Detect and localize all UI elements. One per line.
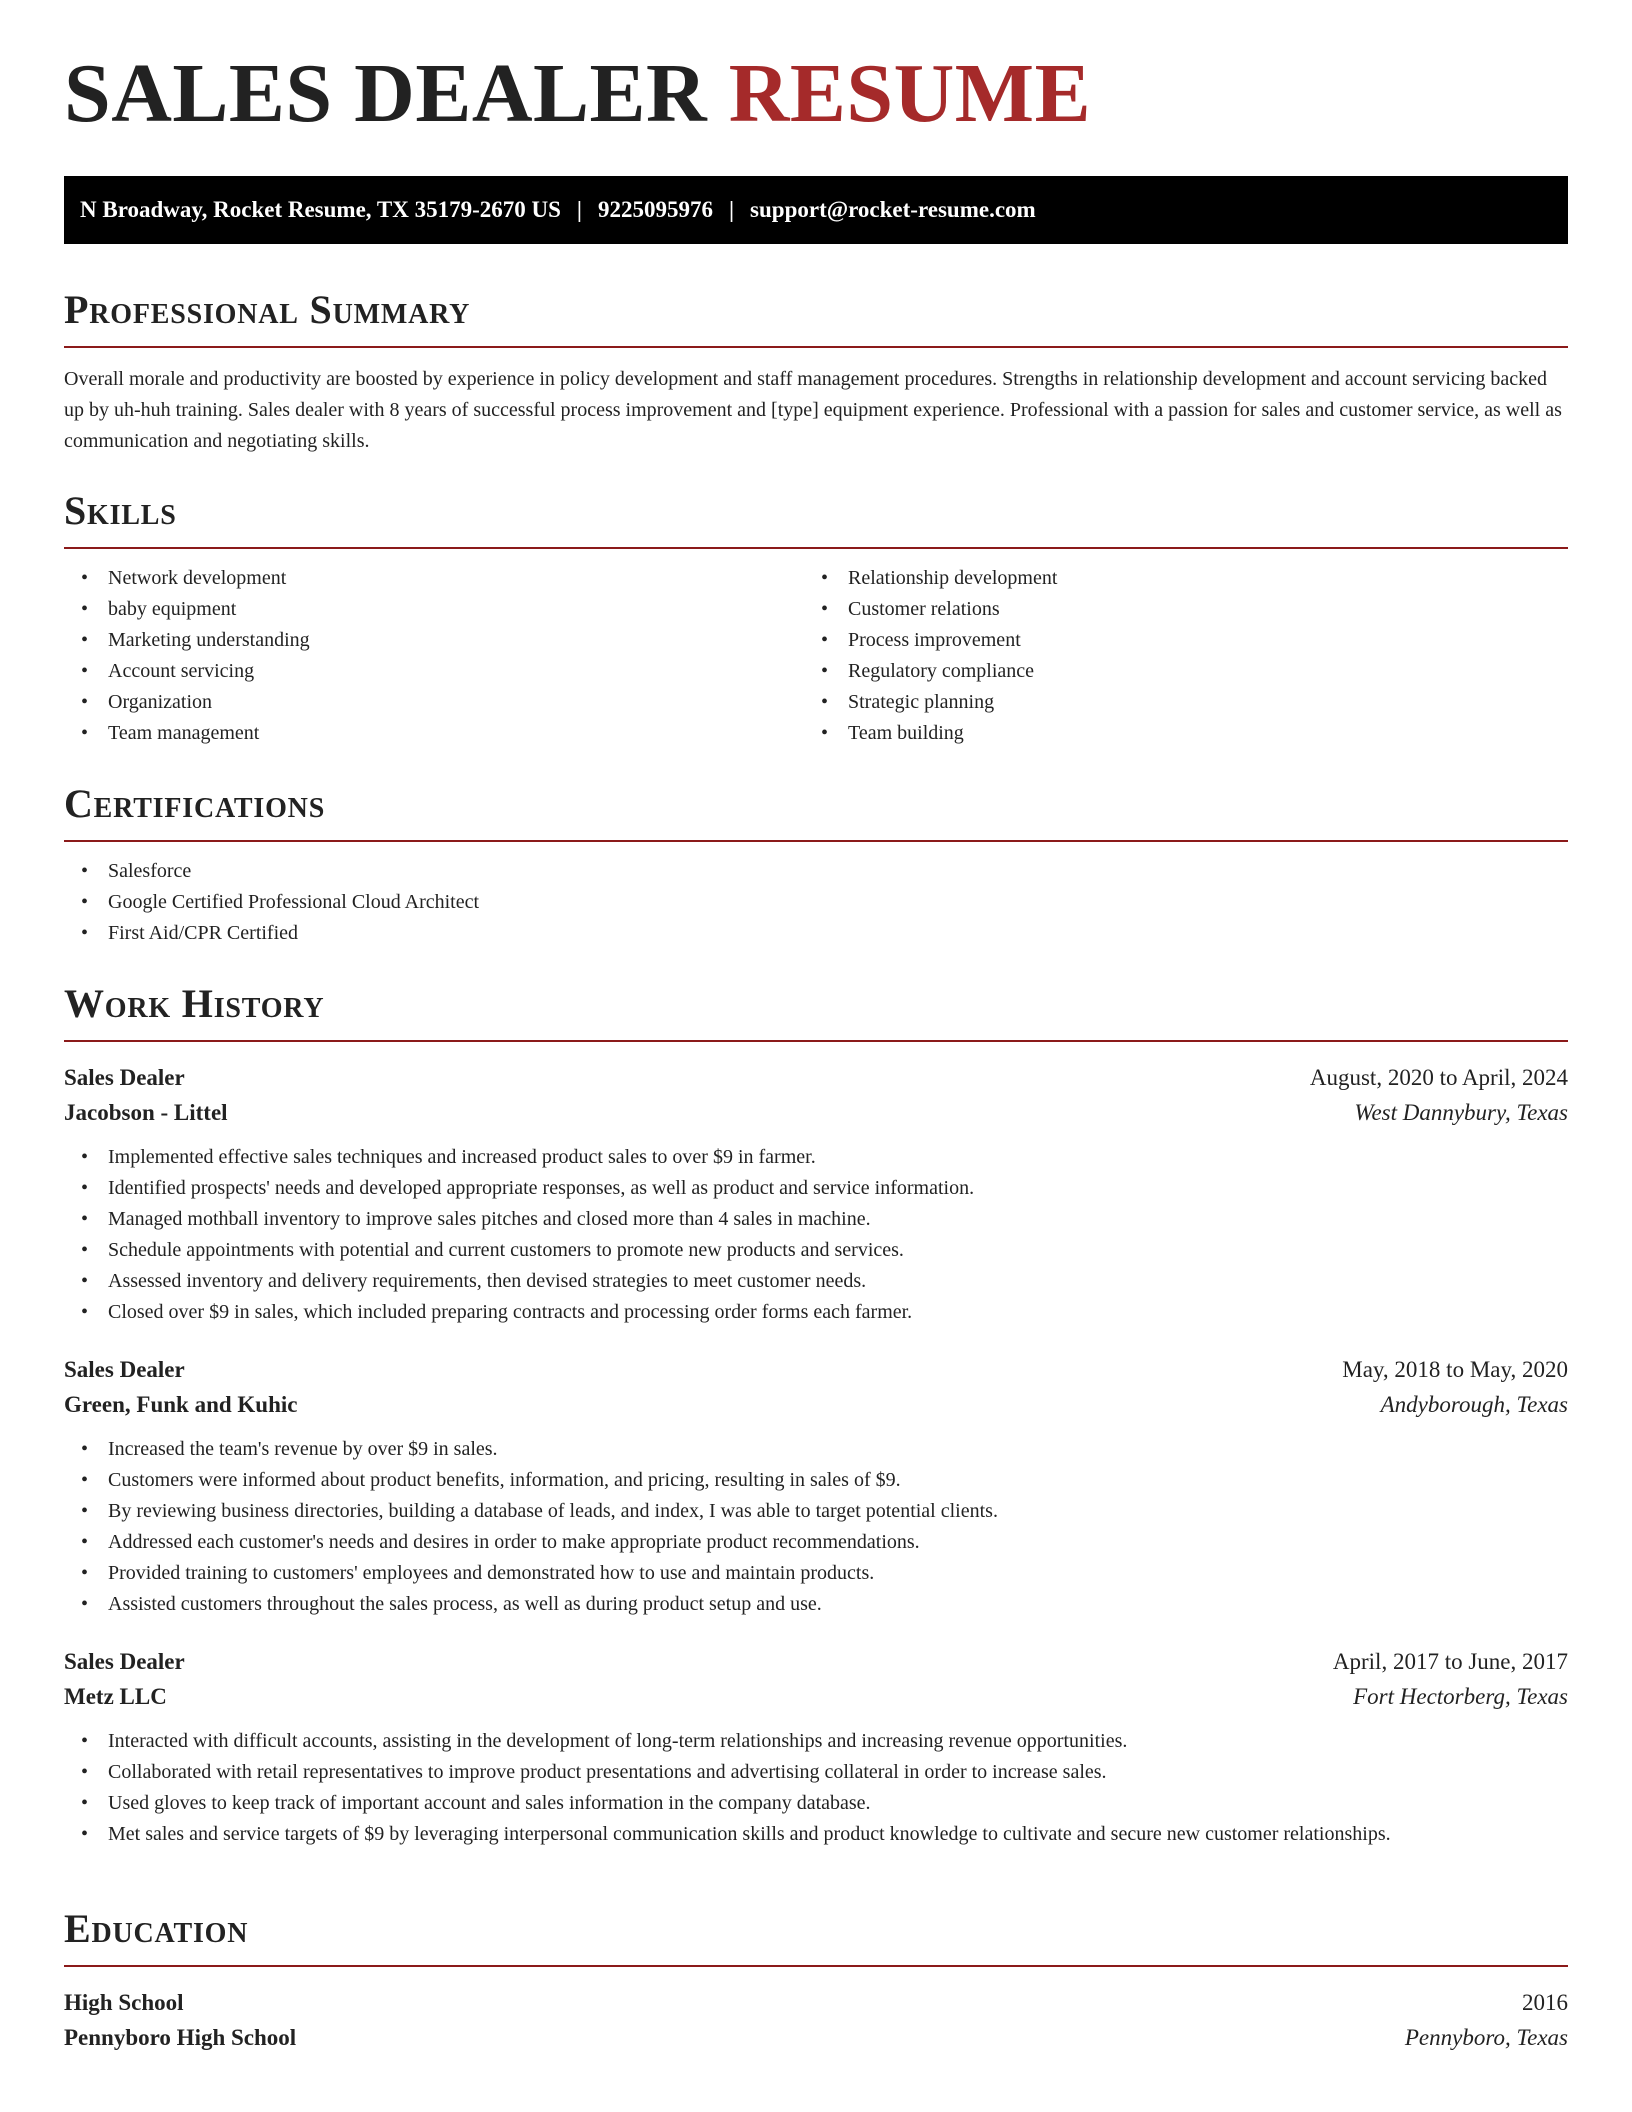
skill-item: • Process improvement bbox=[804, 625, 1544, 656]
skill-item: • Team building bbox=[804, 718, 1544, 749]
section-divider bbox=[64, 346, 1568, 348]
job-header-row bbox=[64, 1644, 1568, 1679]
skill-item: • Team management bbox=[64, 718, 804, 749]
job-company: Metz LLC bbox=[64, 1684, 167, 1709]
job-bullet: • Implemented effective sales techniques and increased product sales to over $9 in farmer. bbox=[64, 1142, 1568, 1173]
job-bullet: • Customers were informed about product benefits, information, and pricing, resulting in sales of $9. bbox=[64, 1465, 1568, 1496]
work-history-section bbox=[64, 981, 1568, 1850]
skill-item: • Organization bbox=[64, 687, 804, 718]
skill-item: • Customer relations bbox=[804, 594, 1544, 625]
education-school: Pennyboro High School bbox=[64, 2025, 297, 2050]
job-bullets bbox=[64, 1142, 1568, 1328]
job-bullet: • Closed over $9 in sales, which included preparing contracts and processing order forms each farmer. bbox=[64, 1297, 1568, 1328]
job-title: Sales Dealer bbox=[64, 1649, 185, 1674]
title-main: SALES DEALER bbox=[64, 47, 708, 140]
job-company-row bbox=[64, 1679, 1568, 1714]
job-bullets bbox=[64, 1434, 1568, 1620]
job-company-row bbox=[64, 1095, 1568, 1130]
certification-item: • Salesforce bbox=[64, 856, 1568, 887]
job-dates: April, 2017 to June, 2017 bbox=[1332, 1649, 1568, 1674]
job-entry bbox=[64, 1644, 1568, 1850]
job-bullet: • Addressed each customer's needs and desires in order to make appropriate product recommendations. bbox=[64, 1527, 1568, 1558]
job-bullet: • Assisted customers throughout the sales process, as well as during product setup and use. bbox=[64, 1589, 1568, 1620]
job-bullet: • Schedule appointments with potential and current customers to promote new products and services. bbox=[64, 1235, 1568, 1266]
skill-item: • Strategic planning bbox=[804, 687, 1544, 718]
education-degree: High School bbox=[64, 1990, 184, 2015]
job-bullet: • Collaborated with retail representatives to improve product presentations and advertising collateral in order to increase sales. bbox=[64, 1757, 1568, 1788]
job-dates: August, 2020 to April, 2024 bbox=[1309, 1065, 1568, 1090]
job-bullet: • Interacted with difficult accounts, assisting in the development of long-term relationships and increasing revenue opportunities. bbox=[64, 1726, 1568, 1757]
job-bullet: • Assessed inventory and delivery requirements, then devised strategies to meet customer needs. bbox=[64, 1266, 1568, 1297]
certification-item: • Google Certified Professional Cloud Architect bbox=[64, 887, 1568, 918]
contact-separator: | bbox=[576, 197, 582, 222]
education-entry bbox=[64, 1985, 1568, 2055]
work-history-heading: Work History bbox=[64, 981, 325, 1026]
skills-heading: Skills bbox=[64, 488, 177, 533]
section-divider bbox=[64, 840, 1568, 842]
skills-list-right bbox=[804, 563, 1544, 749]
certifications-list bbox=[64, 856, 1568, 949]
job-location: Andyborough, Texas bbox=[1380, 1392, 1568, 1417]
education-heading: Education bbox=[64, 1906, 249, 1951]
skill-item: • Network development bbox=[64, 563, 804, 594]
skill-item: • Regulatory compliance bbox=[804, 656, 1544, 687]
contact-phone: 9225095976 bbox=[597, 197, 713, 222]
education-section bbox=[64, 1906, 1568, 2055]
job-bullet: • By reviewing business directories, building a database of leads, and index, I was able to target potential clients. bbox=[64, 1496, 1568, 1527]
resume-title bbox=[64, 47, 1092, 140]
skill-item: • baby equipment bbox=[64, 594, 804, 625]
job-title: Sales Dealer bbox=[64, 1357, 185, 1382]
section-divider bbox=[64, 1040, 1568, 1042]
job-bullet: • Identified prospects' needs and developed appropriate responses, as well as product and service information. bbox=[64, 1173, 1568, 1204]
title-accent: RESUME bbox=[728, 47, 1092, 140]
job-company-row bbox=[64, 1387, 1568, 1422]
job-location: Fort Hectorberg, Texas bbox=[1353, 1684, 1568, 1709]
job-company: Green, Funk and Kuhic bbox=[64, 1392, 298, 1417]
job-bullet: • Managed mothball inventory to improve sales pitches and closed more than 4 sales in machine. bbox=[64, 1204, 1568, 1235]
job-entry bbox=[64, 1060, 1568, 1328]
summary-section bbox=[64, 287, 1568, 457]
contact-bar bbox=[64, 176, 1568, 244]
skill-item: • Relationship development bbox=[804, 563, 1544, 594]
job-bullet: • Used gloves to keep track of important account and sales information in the company database. bbox=[64, 1788, 1568, 1819]
skill-item: • Account servicing bbox=[64, 656, 804, 687]
education-year: 2016 bbox=[1522, 1990, 1568, 2015]
job-title: Sales Dealer bbox=[64, 1065, 185, 1090]
summary-heading: Professional Summary bbox=[64, 287, 471, 332]
job-location: West Dannybury, Texas bbox=[1354, 1100, 1568, 1125]
job-entry bbox=[64, 1352, 1568, 1620]
education-header-row bbox=[64, 1985, 1568, 2020]
certifications-section bbox=[64, 781, 1568, 949]
job-bullet: • Met sales and service targets of $9 by leveraging interpersonal communication skills and product knowledge to cultivate and secure new customer relationships. bbox=[64, 1819, 1568, 1850]
certification-item: • First Aid/CPR Certified bbox=[64, 918, 1568, 949]
job-company: Jacobson - Littel bbox=[64, 1100, 228, 1125]
contact-separator: | bbox=[728, 197, 735, 222]
job-dates: May, 2018 to May, 2020 bbox=[1342, 1357, 1568, 1382]
job-bullet: • Increased the team's revenue by over $9 in sales. bbox=[64, 1434, 1568, 1465]
skills-grid bbox=[64, 549, 1568, 749]
job-header-row bbox=[64, 1352, 1568, 1387]
skill-item: • Marketing understanding bbox=[64, 625, 804, 656]
job-bullet: • Provided training to customers' employees and demonstrated how to use and maintain products. bbox=[64, 1558, 1568, 1589]
summary-text: Overall morale and productivity are boosted by experience in policy development and staff management procedures. Strengths in relationship development and account servicing backed up by uh-huh training. Sales dealer with 8 years of successful process improvement and [type] equipment experience. Professional with a passion for sales and customer service, as well as communication and negotiating skills. bbox=[64, 368, 1562, 452]
section-divider bbox=[64, 1965, 1568, 1967]
education-school-row bbox=[64, 2020, 1568, 2055]
contact-address: N Broadway, Rocket Resume, TX 35179-2670 US bbox=[80, 197, 561, 222]
education-location: Pennyboro, Texas bbox=[1404, 2025, 1568, 2050]
contact-email[interactable]: support@rocket-resume.com bbox=[750, 197, 1036, 222]
certifications-heading: Certifications bbox=[64, 781, 326, 826]
job-header-row bbox=[64, 1060, 1568, 1095]
job-bullets bbox=[64, 1726, 1568, 1850]
skills-section bbox=[64, 488, 1568, 749]
skills-list-left bbox=[64, 563, 804, 749]
